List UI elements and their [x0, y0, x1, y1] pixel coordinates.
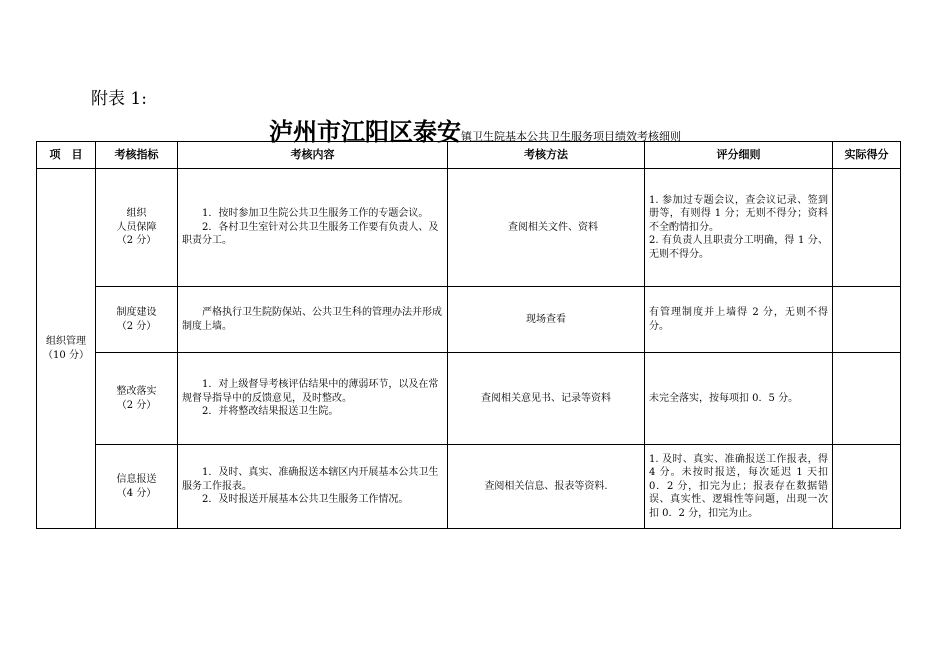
table-header-row — [37, 142, 901, 169]
indicator-points: （2 分） — [116, 235, 157, 247]
category-name: 组织管理 — [46, 336, 86, 347]
title-rest: 镇卫生院基本公共卫生服务项目绩效考核细则 — [461, 130, 681, 143]
indicator-line: 制度建设 — [116, 307, 157, 318]
indicator-line: 整改落实 — [116, 386, 157, 397]
content-line: 2．各村卫生室针对公共卫生服务工作要有负责人、及职责分工。 — [182, 221, 439, 247]
scoring-cell — [645, 169, 833, 287]
content-cell — [178, 353, 448, 445]
header-content: 考核内容 — [178, 142, 448, 169]
header-item: 项 目 — [37, 142, 96, 169]
content-line: 2．及时报送开展基本公共卫生服务工作情况。 — [202, 494, 409, 506]
content-line: 1．按时参加卫生院公共卫生服务工作的专题会议。 — [202, 208, 429, 220]
table-row — [37, 169, 901, 287]
scoring-line: 2. 有负责人且职责分工明确，得 1 分、无则不得分。 — [649, 235, 828, 260]
indicator-points: （2 分） — [116, 399, 157, 411]
scoring-line: 未完全落实，按每项扣 0．5 分。 — [649, 392, 799, 404]
attachment-label: 附表 1: — [91, 89, 147, 109]
header-method: 考核方法 — [448, 142, 645, 169]
table-row — [37, 445, 901, 529]
method-cell: 现场查看 — [448, 287, 645, 353]
scoring-cell — [645, 353, 833, 445]
header-scoring: 评分细则 — [645, 142, 833, 169]
indicator-line: 组织 — [126, 208, 147, 220]
indicator-line: 人员保障 — [116, 221, 157, 233]
scoring-cell — [645, 287, 833, 353]
assessment-table — [36, 141, 901, 529]
table-row — [37, 287, 901, 353]
actual-score-cell[interactable] — [833, 445, 901, 529]
category-points: （10 分） — [43, 349, 89, 361]
indicator-points: （2 分） — [116, 320, 157, 332]
scoring-line: 1. 参加过专题会议，查会议记录、签到册等，有则得 1 分；无则不得分；资料不全酌情扣分。 — [649, 194, 828, 233]
table-row — [37, 353, 901, 445]
indicator-cell — [96, 353, 178, 445]
category-cell — [37, 169, 96, 529]
scoring-cell — [645, 445, 833, 529]
method-cell: 查阅相关文件、资料 — [448, 169, 645, 287]
header-actual-score: 实际得分 — [833, 142, 901, 169]
scoring-line: 有管理制度并上墙得 2 分，无则不得分。 — [649, 307, 828, 332]
actual-score-cell[interactable] — [833, 169, 901, 287]
content-line: 严格执行卫生院防保站、公共卫生科的管理办法并形成制度上墙。 — [182, 307, 442, 332]
content-cell — [178, 287, 448, 353]
indicator-cell — [96, 445, 178, 529]
header-indicator: 考核指标 — [96, 142, 178, 169]
actual-score-cell[interactable] — [833, 353, 901, 445]
content-line: 1．及时、真实、准确报送本辖区内开展基本公共卫生服务工作报表。 — [182, 467, 439, 492]
indicator-points: （4 分） — [116, 487, 157, 499]
title-main: 泸州市江阳区泰安 — [269, 117, 461, 146]
indicator-cell — [96, 169, 178, 287]
indicator-line: 信息报送 — [116, 474, 157, 485]
content-line: 2．并将整改结果报送卫生院。 — [202, 406, 339, 418]
actual-score-cell[interactable] — [833, 287, 901, 353]
method-cell: 查阅相关信息、报表等资料. — [448, 445, 645, 529]
indicator-cell — [96, 287, 178, 353]
content-cell — [178, 445, 448, 529]
scoring-line: 1. 及时、真实、准确报送工作报表，得 4 分。未按时报送，每次延迟 1 天扣 0．2 分，扣完为止；报表存在数据错误、真实性、逻辑性等问题，出现一次扣 0．2 分，扣完为止。 — [649, 453, 828, 519]
content-line: 1．对上级督导考核评估结果中的薄弱环节，以及在常规督导指导中的反馈意见，及时整改。 — [182, 379, 439, 404]
method-cell: 查阅相关意见书、记录等资料 — [448, 353, 645, 445]
content-cell — [178, 169, 448, 287]
